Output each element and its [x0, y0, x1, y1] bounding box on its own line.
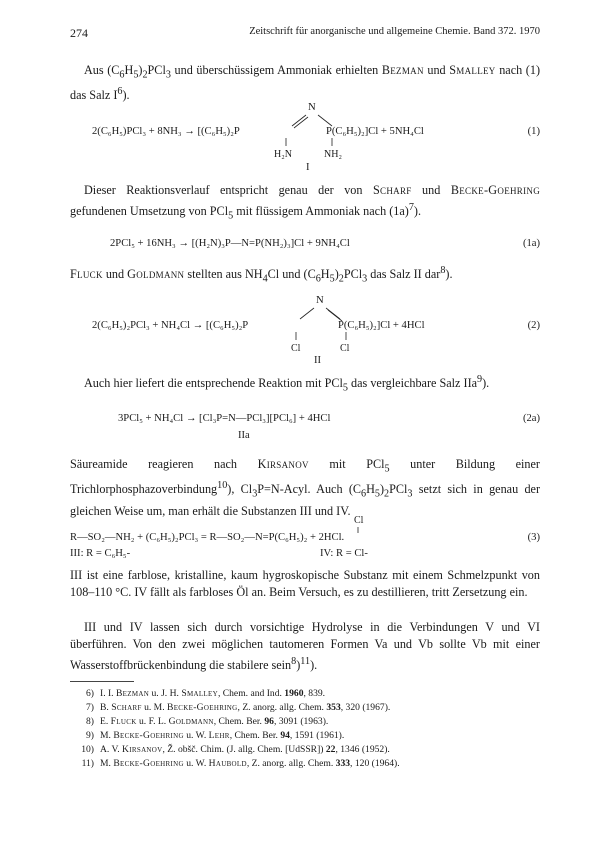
paragraph-5: Säureamide reagieren nach Kirsanov mit PCl$_5$ unter Bildung einer Trichlorphosphazoverbindung$^{10}$), $Cl_3P=N$-Acyl. Auch $(C_6H_5)_2PCl_3$ setzt sich in genau der gleichen Weise um, man erhält die Substanzen III und IV.: [70, 457, 541, 518]
journal-title: Zeitschrift für anorganische und allgemeine Chemie. Band 372. 1970: [249, 26, 540, 37]
footnote-10: 10) A. V. Kirsanov, Ž. obšč. Chim. (J. allg. Chem. [UdSSR]) 22, 1346 (1952).: [81, 744, 390, 755]
eq2-right-sub: Cl: [340, 343, 350, 354]
footnote-11: 11) M. Becke-Goehring u. W. Haubold, Z. anorg. allg. Chem. 333, 120 (1964).: [81, 758, 400, 769]
author-bezman: Bezman: [381, 63, 424, 77]
eq2a-compound-label: IIa: [238, 430, 250, 441]
eq2a-number: (2a): [522, 413, 540, 424]
paragraph-7: III und IV lassen sich durch vorsichtige Hydrolyse in die Verbindungen V und VI überführen. Von den zwei möglichen tautomeren Formen Va und Vb sollte Vb mit einer Wasserstoffbrückenbindung die stabilere sein$^8$)$^{11}$).: [70, 620, 540, 673]
eq1-compound-label: I: [306, 162, 310, 173]
author-scharf: Scharf: [372, 183, 412, 197]
paragraph-2: Dieser Reaktionsverlauf entspricht genau der von Scharf und Becke-Goehring gefundenen Umsetzung von PCl$_5$ mit flüssigem Ammoniak nach $(1a)^7$).: [70, 183, 540, 222]
eq1-left-sub: H₂N: [274, 149, 292, 160]
eq2-lhs: 2(C₆H₅)₂PCl₃ + NH₄Cl → [(C₆H₅)₂P: [92, 320, 249, 331]
equation-2: [70, 295, 540, 365]
eq1a-text: 2PCl₅ + 16NH₃ → [(H₂N)₃P—N=P(NH₂)₃]Cl + 9NH₄Cl: [110, 238, 350, 249]
eq2-rhs: P(C₆H₅)₂]Cl + 4HCl: [338, 320, 425, 331]
footnote-8: 8) E. Fluck u. F. L. Goldmann, Chem. Ber. 96, 3091 (1963).: [86, 716, 329, 727]
eq3-def-iv: IV: R = Cl-: [320, 548, 368, 559]
equation-3: [70, 515, 540, 563]
footnote-9: 9) M. Becke-Goehring u. W. Lehr, Chem. Ber. 94, 1591 (1961).: [86, 730, 345, 741]
page-number: 274: [70, 26, 88, 40]
equation-1: [70, 102, 540, 172]
eq2a-text: 3PCl₅ + NH₄Cl → [Cl₃P=N—PCl₃][PCl₆] + 4HCl: [118, 413, 331, 424]
equation-2a: [70, 413, 540, 445]
author-fluck: Fluck: [70, 267, 103, 282]
eq1-right-sub: NH₂: [324, 149, 342, 160]
eq2-left-sub: Cl: [291, 343, 301, 354]
author-becke-goehring: Becke-Goehring: [450, 183, 540, 197]
eq3-text: R—SO₂—NH₂ + (C₆H₅)₂PCl₃ = R—SO₂—N=P(C₆H₅)₂ + 2HCl.: [70, 532, 345, 543]
eq1-lhs: 2(C₆H₅)PCl₃ + 8NH₃ → [(C₆H₅)₂P: [92, 126, 240, 137]
footnote-7: 7) B. Scharf u. M. Becke-Goehring, Z. anorg. allg. Chem. 353, 320 (1967).: [86, 702, 391, 713]
paragraph-4: Auch hier liefert die entsprechende Reaktion mit PCl$_5$ das vergleichbare Salz IIa$^9$).: [84, 374, 490, 394]
author-kirsanov: Kirsanov: [257, 457, 309, 471]
paragraph-3: Fluck und Goldmann stellten aus $NH_4Cl$ und $(C_6H_5)_2PCl_3$ das Salz II dar$^8$).: [70, 265, 453, 285]
eq2-number: (2): [527, 320, 540, 331]
eq1-nitrogen: N: [308, 102, 316, 113]
author-smalley: Smalley: [449, 63, 496, 77]
equation-1a: [70, 238, 540, 254]
eq3-def-iii: III: R = C₆H₅-: [70, 548, 131, 559]
eq3-chlorine: Cl: [354, 515, 364, 526]
footnote-divider: [70, 681, 134, 682]
paragraph-1: Aus $(C_6H_5)_2PCl_3$ und überschüssigem Ammoniak erhielten Bezman und Smalley nach (1) das Salz $I^6$).: [70, 63, 540, 103]
author-goldmann: Goldmann: [127, 267, 185, 282]
eq1-rhs: P(C₆H₅)₂]Cl + 5NH₄Cl: [326, 126, 424, 137]
paragraph-6: III ist eine farblose, kristalline, kaum hygroskopische Substanz mit einem Schmelzpunkt von 108–110 °C. IV fällt als farbloses Öl an. Beim Versuch, es zu destillieren, tritt Zersetzung ein.: [70, 568, 540, 599]
eq2-nitrogen: N: [316, 295, 324, 306]
eq3-number: (3): [527, 532, 540, 543]
page-header: [70, 26, 540, 42]
eq1-number: (1): [527, 126, 540, 137]
eq1-bonds: [70, 102, 540, 172]
eq2-compound-label: II: [314, 355, 322, 366]
footnote-6: 6) I. I. Bezman u. J. H. Smalley, Chem. and Ind. 1960, 839.: [86, 688, 326, 699]
eq1a-number: (1a): [522, 238, 540, 249]
